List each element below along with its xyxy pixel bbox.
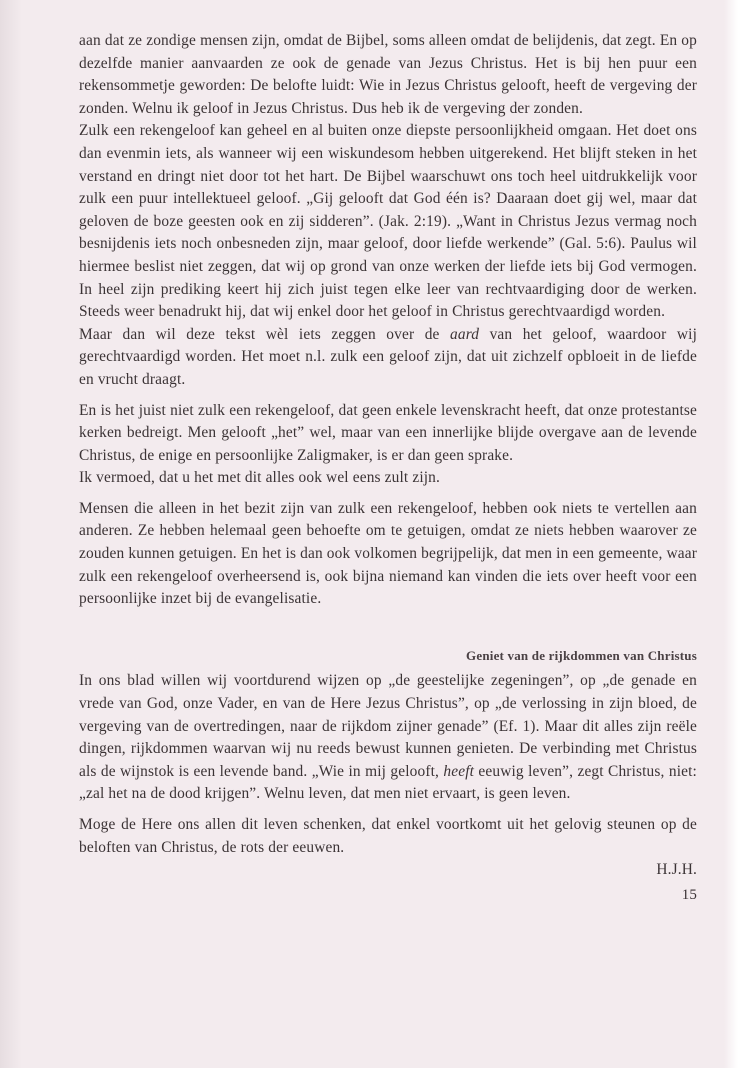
signature-line — [79, 859, 697, 882]
section-paragraph-1-italic: heeft — [443, 762, 475, 780]
paragraph-3-italic: aard — [450, 325, 480, 343]
paragraph-4: En is het juist niet zulk een rekengeloof, dat geen enkele levenskracht heeft, dat onze protestantse kerken bedreigt. Men gelooft „het” wel, maar van een innerlijke blijde overgave aan de levende Christus, de enige en persoonlijke Zaligmaker, is er dan geen sprake. — [79, 401, 697, 464]
page-content — [79, 30, 697, 906]
page-left-edge-shadow — [0, 0, 22, 1068]
section-paragraph-1-text-a: In ons blad willen wij voortdurend wijzen op „de geestelijke zegeningen”, op „de genade en vrede van God, onze Vader, en van de Here Jezus Christus”, op „de verlossing in zijn bloed, de vergeving van de overtredingen, naar de rijkdom zijner genade” (Ef. 1). Maar dit alles zijn reële dingen, rijkdommen waarvan wij nu reeds bewust kunnen genieten. De verbinding met Christus als de wijnstok is een levende band. „Wie in mij gelooft, — [79, 672, 697, 780]
paragraph-6: Mensen die alleen in het bezit zijn van zulk een rekengeloof, hebben ook niets te vertellen aan anderen. Ze hebben helemaal geen behoefte om te getuigen, omdat ze niets hebben waarover ze zouden kunnen getuigen. En het is dan ook volkomen begrijpelijk, dat men in een gemeente, waar zulk een rekengeloof overheersend is, ook bijna niemand kan vinden die iets over heeft voor een persoonlijke inzet bij de evangelisatie. — [79, 499, 697, 608]
page-right-edge — [724, 0, 738, 1068]
section-paragraph-1-text-b: eeuwig leven”, zegt Christus, niet: „zal het na de dood krijgen”. Welnu leven, dat men niet ervaart, is geen leven. — [79, 762, 697, 803]
paragraph-1: aan dat ze zondige mensen zijn, omdat de Bijbel, soms alleen omdat de belijdenis, dat zegt. En op dezelfde manier aanvaarden ze ook de genade van Jezus Christus. Het is bij hen puur een rekensommetje geworden: De belofte luidt: Wie in Jezus Christus gelooft, heeft de vergeving der zonden. Welnu ik geloof in Jezus Christus. Dus heb ik de vergeving der zonden. — [79, 32, 697, 117]
signature: H.J.H. — [656, 861, 697, 879]
page-number: 15 — [681, 886, 697, 903]
paragraph-3 — [79, 324, 697, 392]
paragraph-3-text-b: van het geloof, waardoor wij gerechtvaardigd worden. Het moet n.l. zulk een geloof zijn, dat uit zichzelf opbloeit in de liefde en vrucht draagt. — [79, 325, 697, 388]
section-paragraph-2 — [79, 814, 697, 859]
paragraph-3-text-a: Maar dan wil deze tekst wèl iets zeggen over de — [79, 325, 450, 343]
section-heading: Geniet van de rijkdommen van Christus — [466, 647, 697, 663]
paragraph-5: Ik vermoed, dat u het met dit alles ook wel eens zult zijn. — [79, 469, 441, 487]
section-paragraph-2-text: Moge de Here ons allen dit leven schenken, dat enkel voortkomt uit het gelovig steunen op de beloften van Christus, de rots der eeuwen. — [79, 816, 697, 856]
paragraph-2: Zulk een rekengeloof kan geheel en al buiten onze diepste persoonlijkheid omgaan. Het doet ons dan evenmin iets, als wanneer wij een wiskundesom hebben uitgerekend. Het blijft steken in het verstand en dringt niet door tot het hart. De Bijbel waarschuwt ons toch heel uitdrukkelijk voor zulk een puur intellektueel geloof. „Gij gelooft dat God één is? Daaraan doet gij wel, maar dat geloven de boze geesten ook en zij sidderen”. (Jak. 2:19). „Want in Christus Jezus vermag noch besnijdenis iets noch onbesneden zijn, maar geloof, door liefde werkende” (Gal. 5:6). Paulus wil hiermee beslist niet zeggen, dat wij op grond van onze werken der liefde iets bij God vermogen. In heel zijn prediking keert hij zich juist tegen elke leer van rechtvaardiging door de werken. Steeds weer benadrukt hij, dat wij enkel door het geloof in Christus gerechtvaardigd worden. — [79, 122, 697, 321]
section-paragraph-1 — [79, 670, 697, 806]
